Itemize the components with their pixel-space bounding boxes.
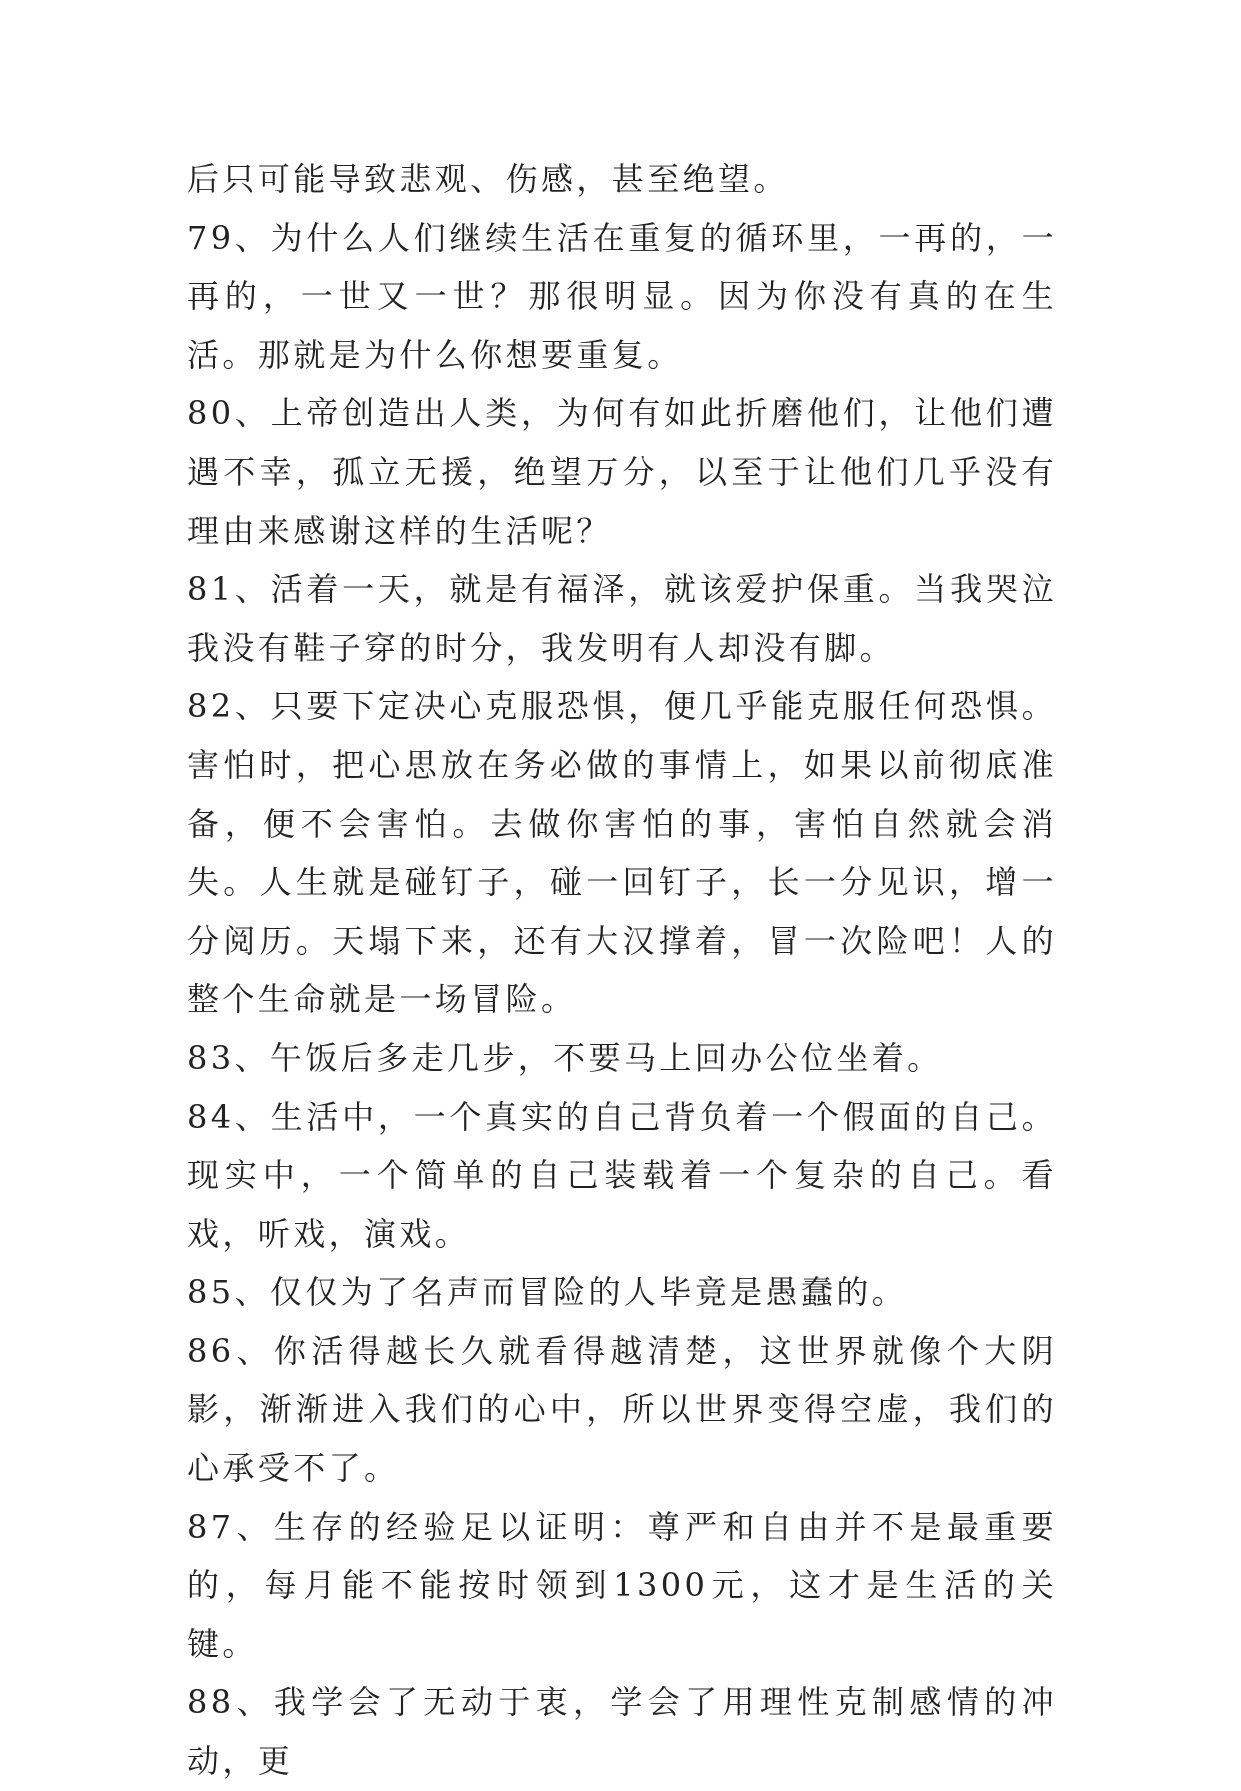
- paragraph: 86、你活得越长久就看得越清楚，这世界就像个大阴影，渐渐进入我们的心中，所以世界变得空虚，我们的心承受不了。: [187, 1331, 1057, 1488]
- paragraph: 83、午饭后多走几步，不要马上回办公位坐着。: [187, 1038, 943, 1077]
- paragraph: 87、生存的经验足以证明：尊严和自由并不是最重要的，每月能不能按时领到1300元，这才是生活的关键。: [187, 1507, 1057, 1663]
- paragraph: 84、生活中，一个真实的自己背负着一个假面的自己。现实中，一个简单的自己装载着一个复杂的自己。看戏，听戏，演戏。: [187, 1097, 1057, 1253]
- paragraph: 88、我学会了无动于衷，学会了用理性克制感情的冲动，更: [187, 1683, 1057, 1781]
- paragraph: 79、为什么人们继续生活在重复的循环里，一再的，一再的，一世又一世？那很明显。因为你没有真的在生活。那就是为什么你想要重复。: [187, 218, 1057, 374]
- paragraph: 80、上帝创造出人类，为何有如此折磨他们，让他们遭遇不幸，孤立无援，绝望万分，以至于让他们几乎没有理由来感谢这样的生活呢？: [187, 394, 1057, 550]
- paragraph: 82、只要下定决心克服恐惧，便几乎能克服任何恐惧。害怕时，把心思放在务必做的事情上，如果以前彻底准备，便不会害怕。去做你害怕的事，害怕自然就会消失。人生就是碰钉子，碰一回钉子，长一分见识，增一分阅历。天塌下来，还有大汉撑着，冒一次险吧！人的整个生命就是一场冒险。: [187, 687, 1057, 1019]
- paragraph: 后只可能导致悲观、伤感，甚至绝望。: [187, 160, 789, 198]
- paragraph: 85、仅仅为了名声而冒险的人毕竟是愚蠢的。: [187, 1273, 908, 1312]
- document-body: [187, 150, 1057, 1791]
- paragraph: 81、活着一天，就是有福泽，就该爱护保重。当我哭泣我没有鞋子穿的时分，我发明有人却没有脚。: [187, 570, 1057, 667]
